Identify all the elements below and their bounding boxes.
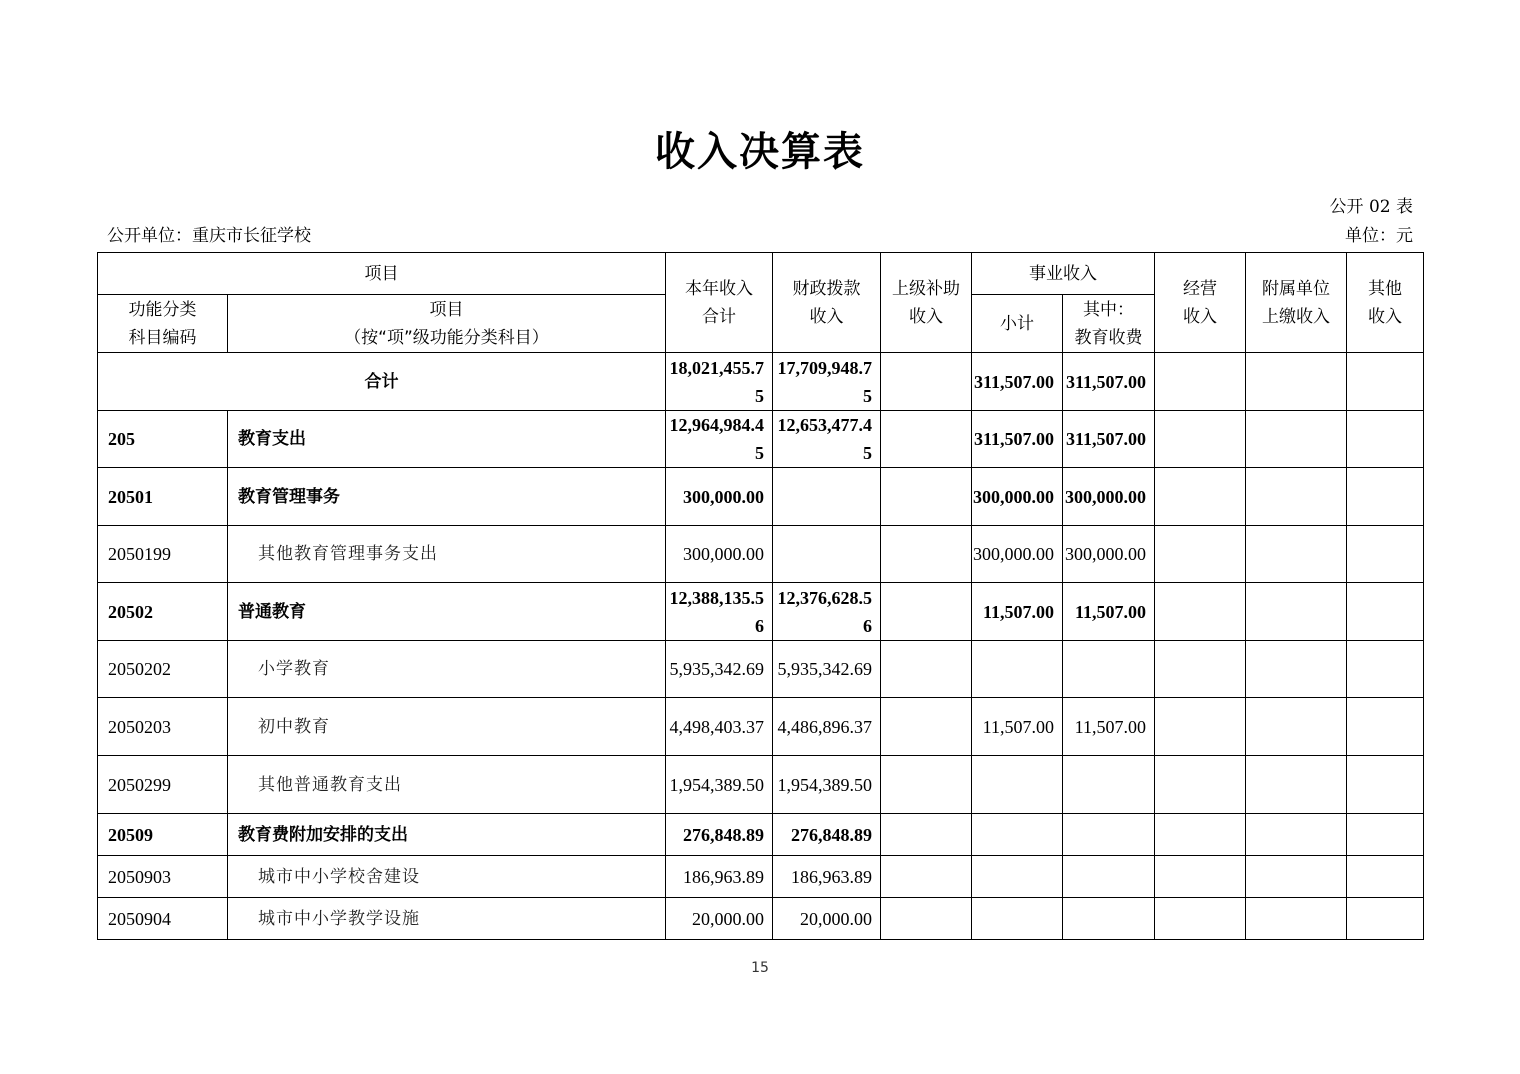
header-total: 本年收入 合计 — [666, 253, 773, 353]
other-cell — [1347, 468, 1424, 526]
edu-fee-cell — [1063, 641, 1155, 698]
other-cell — [1347, 353, 1424, 411]
header-affiliated: 附属单位 上缴收入 — [1246, 253, 1347, 353]
table-row — [98, 698, 1424, 756]
fiscal-cell: 12,376,628.56 — [773, 583, 881, 641]
total-cell: 20,000.00 — [666, 898, 773, 940]
name-cell: 教育费附加安排的支出 — [228, 814, 666, 856]
other-cell — [1347, 898, 1424, 940]
table-row — [98, 756, 1424, 814]
affiliated-cell — [1246, 526, 1347, 583]
header-subtotal: 小计 — [972, 295, 1063, 353]
name-cell: 小学教育 — [228, 641, 666, 698]
edu-fee-cell: 300,000.00 — [1063, 468, 1155, 526]
income-table — [97, 252, 1424, 940]
edu-fee-cell — [1063, 856, 1155, 898]
total-cell: 12,388,135.56 — [666, 583, 773, 641]
total-cell: 4,498,403.37 — [666, 698, 773, 756]
name-cell: 其他教育管理事务支出 — [228, 526, 666, 583]
code-cell: 2050202 — [98, 641, 228, 698]
total-cell: 12,964,984.45 — [666, 411, 773, 468]
fiscal-cell: 186,963.89 — [773, 856, 881, 898]
affiliated-cell — [1246, 353, 1347, 411]
fiscal-cell: 5,935,342.69 — [773, 641, 881, 698]
upper-cell — [881, 641, 972, 698]
total-cell: 5,935,342.69 — [666, 641, 773, 698]
name-cell: 教育支出 — [228, 411, 666, 468]
other-cell — [1347, 698, 1424, 756]
unit-label: 单位：元 — [1345, 226, 1413, 246]
edu-fee-cell: 311,507.00 — [1063, 353, 1155, 411]
code-cell: 2050903 — [98, 856, 228, 898]
code-cell: 20501 — [98, 468, 228, 526]
upper-cell — [881, 583, 972, 641]
upper-cell — [881, 756, 972, 814]
name-cell: 其他普通教育支出 — [228, 756, 666, 814]
operation-cell — [1155, 698, 1246, 756]
edu-fee-cell — [1063, 756, 1155, 814]
affiliated-cell — [1246, 898, 1347, 940]
operation-cell — [1155, 583, 1246, 641]
other-cell — [1347, 756, 1424, 814]
affiliated-cell — [1246, 468, 1347, 526]
affiliated-cell — [1246, 814, 1347, 856]
table-row — [98, 583, 1424, 641]
subtotal-cell: 11,507.00 — [972, 583, 1063, 641]
affiliated-cell — [1246, 856, 1347, 898]
affiliated-cell — [1246, 411, 1347, 468]
other-cell — [1347, 411, 1424, 468]
table-row — [98, 856, 1424, 898]
fiscal-cell — [773, 526, 881, 583]
subtotal-cell: 300,000.00 — [972, 468, 1063, 526]
code-cell: 2050203 — [98, 698, 228, 756]
total-cell: 1,954,389.50 — [666, 756, 773, 814]
upper-cell — [881, 411, 972, 468]
subtotal-cell: 311,507.00 — [972, 411, 1063, 468]
code-cell: 2050199 — [98, 526, 228, 583]
header-project: 项目 — [98, 253, 666, 295]
subtotal-cell — [972, 898, 1063, 940]
fiscal-cell: 4,486,896.37 — [773, 698, 881, 756]
operation-cell — [1155, 756, 1246, 814]
page-title: 收入决算表 — [655, 129, 865, 175]
operation-cell — [1155, 353, 1246, 411]
total-cell: 300,000.00 — [666, 526, 773, 583]
upper-cell — [881, 698, 972, 756]
header-item: 项目 （按“项”级功能分类科目） — [228, 295, 666, 353]
subtotal-cell — [972, 856, 1063, 898]
upper-cell — [881, 856, 972, 898]
affiliated-cell — [1246, 756, 1347, 814]
table-row — [98, 468, 1424, 526]
table-row — [98, 411, 1424, 468]
affiliated-cell — [1246, 583, 1347, 641]
affiliated-cell — [1246, 698, 1347, 756]
other-cell — [1347, 583, 1424, 641]
code-cell: 20509 — [98, 814, 228, 856]
subtotal-cell: 311,507.00 — [972, 353, 1063, 411]
operation-cell — [1155, 411, 1246, 468]
fiscal-cell — [773, 468, 881, 526]
upper-cell — [881, 814, 972, 856]
operation-cell — [1155, 814, 1246, 856]
edu-fee-cell: 11,507.00 — [1063, 583, 1155, 641]
operation-cell — [1155, 526, 1246, 583]
subtotal-cell: 300,000.00 — [972, 526, 1063, 583]
total-cell: 276,848.89 — [666, 814, 773, 856]
organization-label: 公开单位：重庆市长征学校 — [107, 226, 311, 246]
other-cell — [1347, 814, 1424, 856]
subtotal-cell — [972, 814, 1063, 856]
operation-cell — [1155, 641, 1246, 698]
header-operation: 经营 收入 — [1155, 253, 1246, 353]
other-cell — [1347, 641, 1424, 698]
other-cell — [1347, 526, 1424, 583]
table-row — [98, 814, 1424, 856]
code-cell: 2050904 — [98, 898, 228, 940]
subtotal-cell — [972, 641, 1063, 698]
header-career-income: 事业收入 — [972, 253, 1155, 295]
form-number: 公开 02 表 — [1329, 197, 1413, 217]
upper-cell — [881, 353, 972, 411]
fiscal-cell: 12,653,477.45 — [773, 411, 881, 468]
total-row — [98, 353, 1424, 411]
header-other: 其他 收入 — [1347, 253, 1424, 353]
code-cell: 205 — [98, 411, 228, 468]
table-row — [98, 641, 1424, 698]
edu-fee-cell — [1063, 898, 1155, 940]
edu-fee-cell — [1063, 814, 1155, 856]
fiscal-cell: 17,709,948.75 — [773, 353, 881, 411]
page-number: 15 — [751, 960, 769, 976]
header-edu-fee: 其中： 教育收费 — [1063, 295, 1155, 353]
edu-fee-cell: 311,507.00 — [1063, 411, 1155, 468]
fiscal-cell: 20,000.00 — [773, 898, 881, 940]
edu-fee-cell: 300,000.00 — [1063, 526, 1155, 583]
total-label: 合计 — [98, 353, 666, 411]
fiscal-cell: 1,954,389.50 — [773, 756, 881, 814]
header-code: 功能分类 科目编码 — [98, 295, 228, 353]
name-cell: 普通教育 — [228, 583, 666, 641]
name-cell: 初中教育 — [228, 698, 666, 756]
subtotal-cell: 11,507.00 — [972, 698, 1063, 756]
total-cell: 300,000.00 — [666, 468, 773, 526]
code-cell: 20502 — [98, 583, 228, 641]
fiscal-cell: 276,848.89 — [773, 814, 881, 856]
operation-cell — [1155, 898, 1246, 940]
upper-cell — [881, 526, 972, 583]
code-cell: 2050299 — [98, 756, 228, 814]
table-row — [98, 526, 1424, 583]
total-cell: 186,963.89 — [666, 856, 773, 898]
affiliated-cell — [1246, 641, 1347, 698]
operation-cell — [1155, 468, 1246, 526]
subtotal-cell — [972, 756, 1063, 814]
edu-fee-cell: 11,507.00 — [1063, 698, 1155, 756]
other-cell — [1347, 856, 1424, 898]
name-cell: 城市中小学教学设施 — [228, 898, 666, 940]
header-fiscal: 财政拨款 收入 — [773, 253, 881, 353]
header-upper-subsidy: 上级补助 收入 — [881, 253, 972, 353]
operation-cell — [1155, 856, 1246, 898]
upper-cell — [881, 898, 972, 940]
upper-cell — [881, 468, 972, 526]
total-cell: 18,021,455.75 — [666, 353, 773, 411]
name-cell: 教育管理事务 — [228, 468, 666, 526]
table-row — [98, 898, 1424, 940]
name-cell: 城市中小学校舍建设 — [228, 856, 666, 898]
